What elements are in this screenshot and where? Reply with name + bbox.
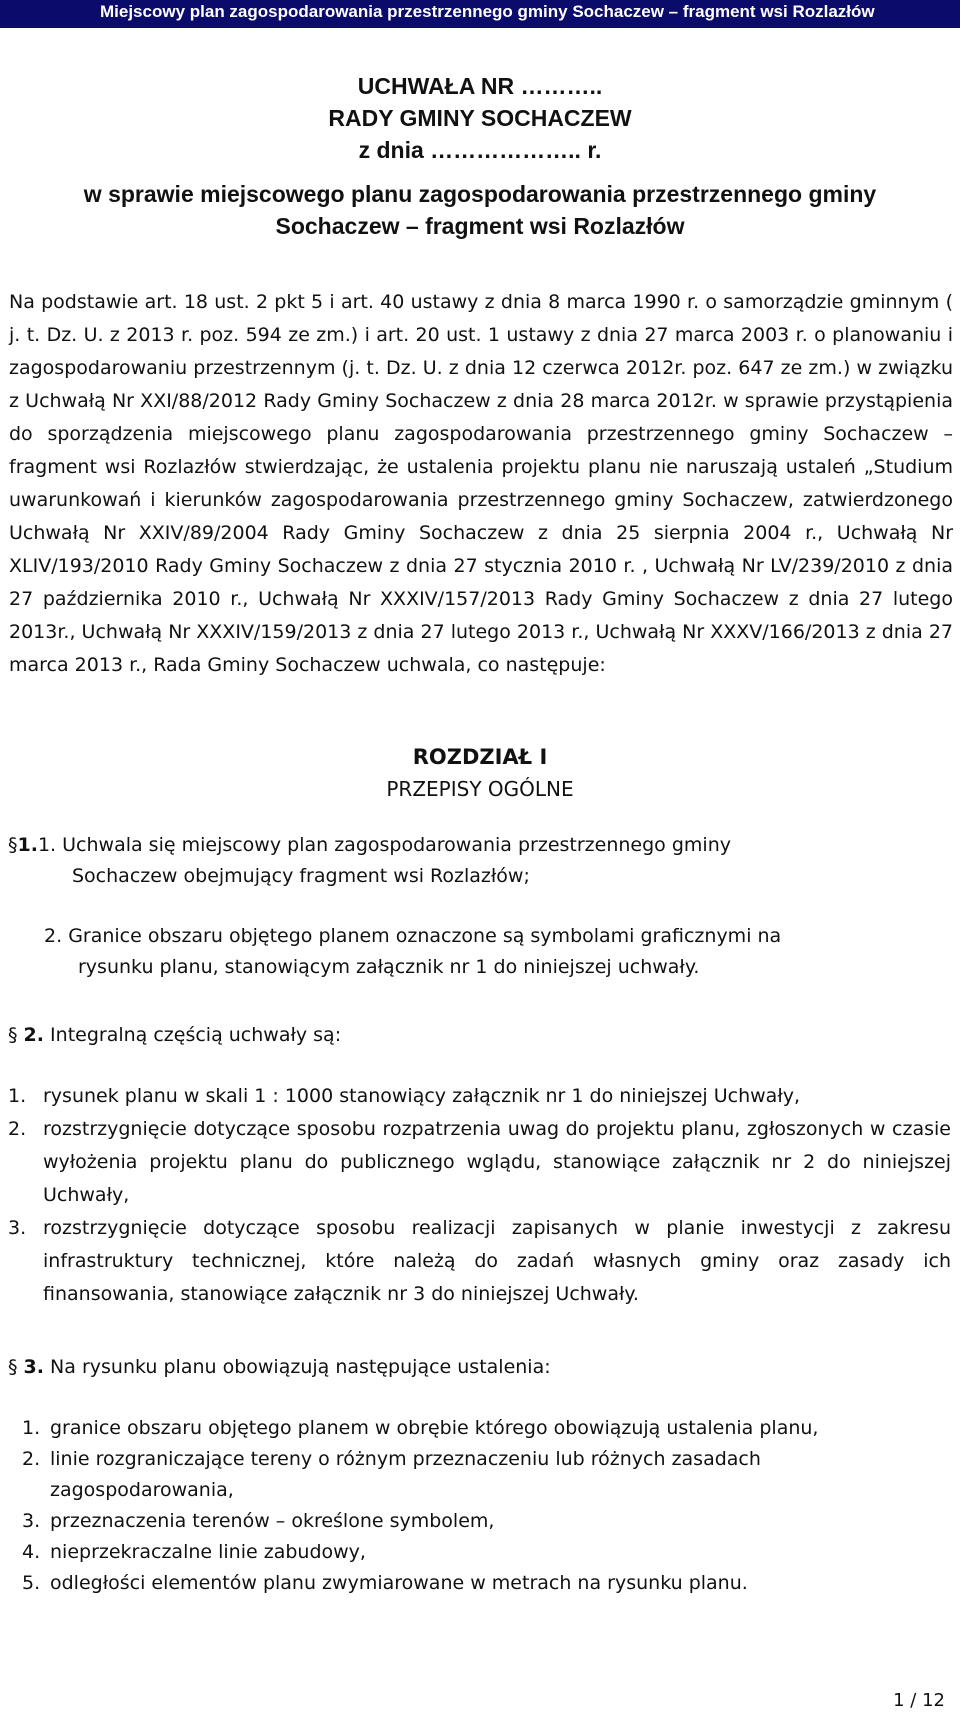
section-mark-1: § <box>8 834 18 856</box>
section-2-list <box>0 1080 960 1311</box>
list-item <box>0 1080 960 1113</box>
list-item-number: 4. <box>22 1541 41 1563</box>
section-1-item-2-line-2: rysunku planu, stanowiącym załącznik nr 1 do niniejszej uchwały. <box>78 956 700 978</box>
list-item <box>0 1212 960 1311</box>
list-item-number: 3. <box>22 1510 41 1532</box>
header-title: Miejscowy plan zagospodarowania przestrzennego gminy Sochaczew – fragment wsi Rozlazłów <box>100 2 875 21</box>
list-item-text: rozstrzygnięcie dotyczące sposobu realizacji zapisanych w planie inwestycji z zakresu infrastruktury technicznej, które należą do zadań własnych gminy oraz zasady ich finansowania, stanowiące załącznik nr 3 do niniejszej Uchwały. <box>43 1217 951 1305</box>
section-1-item-2-line-1: Granice obszaru objętego planem oznaczone są symbolami graficznymi na <box>68 925 782 947</box>
section-1-item-2-number: 2. <box>44 925 63 947</box>
section-1-item-1-line-2: Sochaczew obejmujący fragment wsi Rozlazłów; <box>72 865 530 887</box>
section-1-item-1-number: 1. <box>37 834 57 856</box>
list-item-number: 2. <box>22 1448 41 1470</box>
section-3-intro: Na rysunku planu obowiązują następujące ustalenia: <box>50 1356 551 1378</box>
chapter-subheading: PRZEPISY OGÓLNE <box>386 777 574 801</box>
section-1-item-2 <box>44 920 781 952</box>
resolution-subject <box>0 178 960 242</box>
list-item-number: 1. <box>22 1417 41 1439</box>
section-1-item-1 <box>8 829 731 861</box>
resolution-title <box>0 70 960 166</box>
list-item-text: rozstrzygnięcie dotyczące sposobu rozpatrzenia uwag do projektu planu, zgłoszonych w czasie wyłożenia projektu planu do publicznego wglądu, stanowiące załącznik nr 2 do niniejszej Uchwały, <box>43 1118 951 1206</box>
list-item <box>0 1568 960 1599</box>
chapter-heading: ROZDZIAŁ I <box>412 745 548 769</box>
section-mark-2: § <box>8 1024 18 1046</box>
document-header <box>0 0 960 28</box>
resolution-number: UCHWAŁA NR ……….. <box>357 73 603 99</box>
section-2-heading <box>8 1019 341 1051</box>
list-item <box>0 1537 960 1568</box>
list-item-text: odległości elementów planu zwymiarowane w metrach na rysunku planu. <box>50 1572 748 1594</box>
subject-line-1: w sprawie miejscowego planu zagospodarowania przestrzennego gminy <box>83 181 877 207</box>
list-item <box>0 1113 960 1212</box>
list-item <box>0 1413 960 1444</box>
subject-line-2: Sochaczew – fragment wsi Rozlazłów <box>275 213 685 239</box>
section-1-item-1-line-1: Uchwala się miejscowy plan zagospodarowania przestrzennego gminy <box>62 834 731 856</box>
section-mark-3: § <box>8 1356 18 1378</box>
list-item-number: 2. <box>8 1118 27 1140</box>
section-3-number: 3. <box>23 1356 44 1378</box>
list-item-text: granice obszaru objętego planem w obrębie którego obowiązują ustalenia planu, <box>50 1417 819 1439</box>
list-item-number: 3. <box>8 1217 27 1239</box>
list-item-number: 1. <box>8 1085 27 1107</box>
list-item-text: nieprzekraczalne linie zabudowy, <box>50 1541 366 1563</box>
page-number: 1 / 12 <box>893 1690 945 1711</box>
list-item-text: przeznaczenia terenów – określone symbolem, <box>50 1510 495 1532</box>
section-3-heading <box>8 1351 551 1383</box>
list-item <box>0 1506 960 1537</box>
council-name: RADY GMINY SOCHACZEW <box>328 105 632 131</box>
resolution-date: z dnia ……………….. r. <box>358 137 602 163</box>
section-2-number: 2. <box>23 1024 44 1046</box>
list-item <box>0 1444 960 1506</box>
preamble-text: Na podstawie art. 18 ust. 2 pkt 5 i art. 40 ustawy z dnia 8 marca 1990 r. o samorządzie gminnym ( j. t. Dz. U. z 2013 r. poz. 594 ze zm.) i art. 20 ust. 1 ustawy z dnia 27 marca 2003 r. o planowaniu i zagospodarowaniu przestrzennym (j. t. Dz. U. z dnia 12 czerwca 2012r. poz. 647 ze zm.) w związku z Uchwałą Nr XXI/88/2012 Rady Gminy Sochaczew z dnia 28 marca 2012r. w sprawie przystąpienia do sporządzenia miejscowego planu zagospodarowania przestrzennego gminy Sochaczew – fragment wsi Rozlazłów stwierdzając, że ustalenia projektu planu nie naruszają ustaleń „Studium uwarunkowań i kierunków zagospodarowania przestrzennego gminy Sochaczew, zatwierdzonego Uchwałą Nr XXIV/89/2004 Rady Gminy Sochaczew z dnia 25 sierpnia 2004 r., Uchwałą Nr XLIV/193/2010 Rady Gminy Sochaczew z dnia 27 stycznia 2010 r. , Uchwałą Nr LV/239/2010 z dnia 27 października 2010 r., Uchwałą Nr XXXIV/157/2013 Rady Gminy Sochaczew z dnia 27 lutego 2013r., Uchwałą Nr XXXIV/159/2013 z dnia 27 lutego 2013 r., Uchwałą Nr XXXV/166/2013 z dnia 27 marca 2013 r., Rada Gminy Sochaczew uchwala, co następuje: <box>9 291 953 676</box>
section-3-list <box>0 1413 960 1599</box>
section-1-number: 1. <box>17 834 38 856</box>
list-item-number: 5. <box>22 1572 41 1594</box>
preamble <box>9 286 953 682</box>
section-2-intro: Integralną częścią uchwały są: <box>50 1024 342 1046</box>
list-item-text: rysunek planu w skali 1 : 1000 stanowiący załącznik nr 1 do niniejszej Uchwały, <box>43 1085 801 1107</box>
list-item-text: linie rozgraniczające tereny o różnym przeznaczeniu lub różnych zasadach zagospodarowania, <box>50 1448 761 1501</box>
